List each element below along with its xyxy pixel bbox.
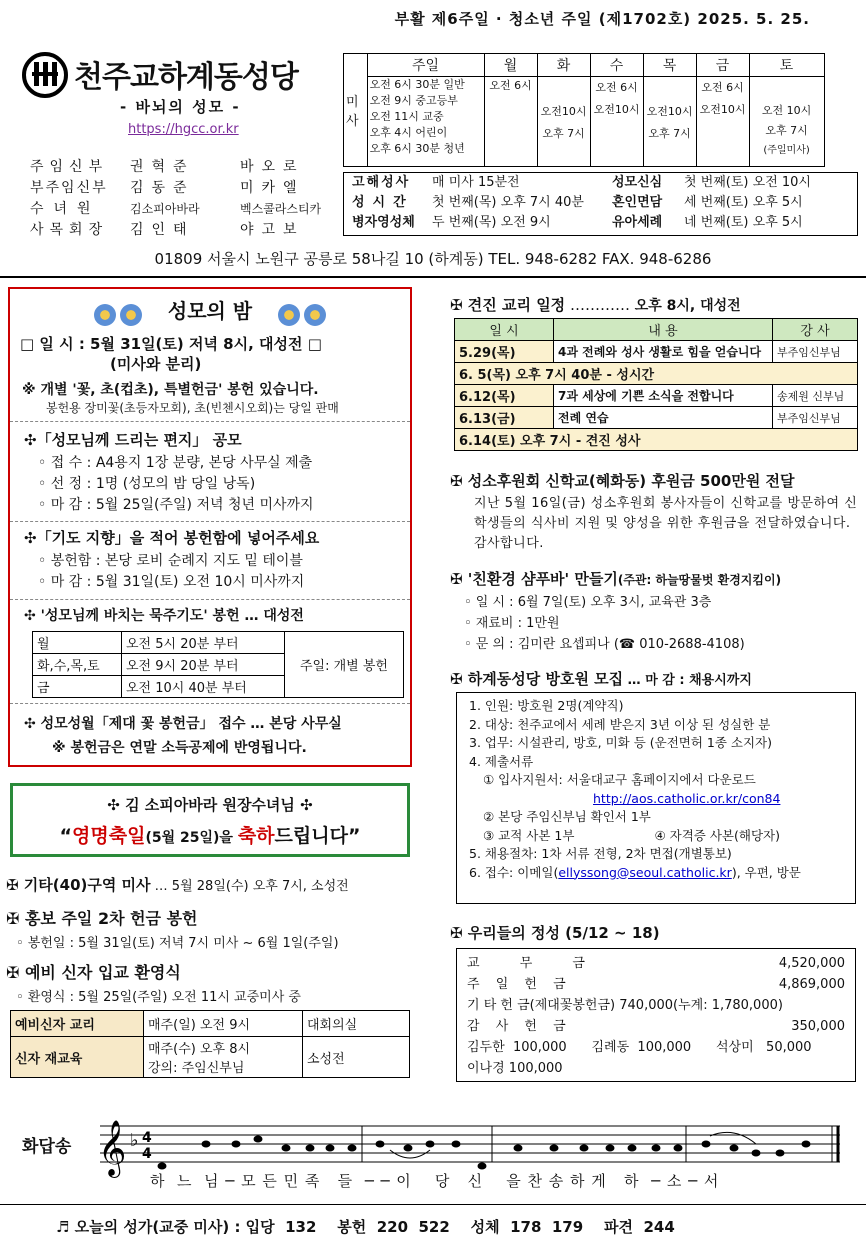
letter-contest-title: ✣「성모님께 드리는 편지」 공모 (24, 431, 242, 449)
letter-contest-items: ◦ 접 수 : A4용지 1장 분량, 본당 사무실 제출 ◦ 선 정 : 1명 (성모의 밤 당일 낭독) ◦ 마 감 : 5월 25일(주일) 저녁 청년 미사까지 (38, 455, 314, 513)
mass-header: 목 (643, 54, 696, 77)
table-row: 6.14(토) 오후 7시 - 견진 성사 (455, 429, 858, 451)
flower-icon (94, 304, 116, 326)
offerings-box (456, 948, 856, 1082)
prayer-intention-items: ◦ 봉헌함 : 본당 로비 순례지 지도 밑 테이블 ◦ 마 감 : 5월 31일(토) 오전 10시 미사까지 (38, 553, 305, 590)
sacrament-info-box (343, 172, 858, 236)
divider (10, 421, 410, 422)
issue-date-line: 부활 제6주일 · 청소년 주일 (제1702호) 2025. 5. 25. (394, 10, 810, 28)
feast-day-box (10, 783, 410, 857)
mass-header: 수 (590, 54, 643, 77)
offering-row: 감 사 헌 금 350,000 (467, 1019, 845, 1034)
table-row: 예비신자 교리 매주(일) 오전 9시 대회의실 (11, 1011, 410, 1037)
staff-list (30, 157, 321, 241)
donor-list: 김두한 100,000 김례동 100,000 석상미 50,000 (467, 1040, 812, 1055)
todays-hymns: ♬ 오늘의 성가(교중 미사) : 입당 132 봉헌 220 522 성체 178 179 파견 244 (56, 1218, 675, 1236)
feast-line2: “영명축일(5월 25일)을 축하드립니다” (59, 825, 361, 847)
catechumen-table (10, 1010, 410, 1078)
night-note-detail: 봉헌용 장미꽃(초등자모회), 초(빈첸시오회)는 당일 판매 (46, 401, 339, 415)
divider (10, 521, 410, 522)
table-row: 6. 5(목) 오후 7시 40분 - 성시간 (455, 363, 858, 385)
table-header-row: 일 시 내 용 강 사 (455, 319, 858, 341)
mass-sunday-cell: 오전 6시 30분 일반 오전 9시 중고등부 오전 11시 교중 오후 4시 어린이 오후 6시 30분 청년 (367, 77, 484, 167)
flower-icon (278, 304, 300, 326)
catechumen-welcome-title: ✠ 예비 신자 입교 환영식 (6, 963, 181, 982)
mass-header: 월 (484, 54, 537, 77)
sacrament-left-values: 매 미사 15분전 첫 번째(목) 오후 7시 40분 두 번째(목) 오전 9시 (432, 175, 584, 230)
catechumen-welcome-detail: ◦ 환영식 : 5월 25일(주일) 오전 11시 교중미사 중 (16, 990, 301, 1005)
table-row: 화,수,목,토 오전 9시 20분 부터 (33, 654, 404, 676)
mass-side-label: 미사 (344, 54, 368, 167)
cross-logo-icon (22, 52, 68, 98)
offering-row: 교 무 금 4,520,000 (467, 956, 845, 971)
night-of-mary-section (8, 287, 412, 767)
flat-icon: ♭ (130, 1130, 139, 1151)
offerings-title: ✠ 우리들의 정성 (5/12 ~ 18) (450, 924, 660, 942)
psalm-area (0, 1098, 866, 1198)
divider (10, 703, 410, 704)
footer-divider (0, 1204, 866, 1205)
night-title: 성모의 밤 (167, 299, 253, 323)
staff-row: 주임신부 권혁준 바오로 (30, 159, 305, 175)
guard-title-row: ✠ 하계동성당 방호원 모집 … 마 감 : 채용시까지 (450, 670, 752, 688)
mass-sat-cell: 오전 10시 오후 7시 (주일미사) (749, 77, 824, 167)
table-row: 6.12(목) 7과 세상에 기쁜 소식을 전합니다 송제원 신부님 (455, 385, 858, 407)
table-row: 5.29(목) 4과 전례와 성사 생활로 힘을 얻습니다 부주임신부님 (455, 341, 858, 363)
rosary-table (32, 631, 404, 698)
confirmation-title-row: ✠ 견진 교리 일정 ………… 오후 8시, 대성전 (450, 296, 741, 314)
sacrament-left-labels: 고해성사 성시간 병자영성체 (352, 175, 415, 230)
table-row: 6.13(금) 전례 연습 부주임신부님 (455, 407, 858, 429)
table-row: 월 오전 5시 20분 부터 주일: 개별 봉헌 (33, 632, 404, 654)
night-title-row (30, 295, 390, 326)
parish-subtitle: - 바뇌의 성모 - (120, 98, 241, 116)
night-when: □ 일 시 : 5월 31일(토) 저녁 8시, 대성전 □ (20, 335, 322, 353)
mass-tue-cell: 오전10시 오후 7시 (537, 77, 590, 167)
mass-header: 금 (696, 54, 749, 77)
vocation-title: ✠ 성소후원회 신학교(혜화동) 후원금 500만원 전달 (450, 472, 795, 490)
mass-header: 토 (749, 54, 824, 77)
night-note: ※ 개별 '꽃, 초(컵초), 특별헌금' 봉헌 있습니다. (22, 382, 319, 398)
svg-text:4: 4 (142, 1146, 152, 1162)
psalm-lyrics: 하 느 님 ─ 모 든 민 족 들 ─ ─ 이 당 신 을 찬 송 하 게 하 ─ 소 ─ 서 (150, 1172, 720, 1190)
guard-box: 1. 인원: 방호원 2명(계약직) 2. 대상: 천주교에서 세례 받은지 3년 이상 된 성실한 분 3. 업무: 시설관리, 방호, 미화 등 (운전면허 1종 소지자) 4. 제출서류 ① 입사지원서: 서울대교구 홈페이지에서 다운로드 http://aos.catholic.or.kr/con84 ② 본당 주임신부님 확인서 1부 ③ 교적 사본 1부 ④ 자격증 사본(해당자) 5. 채용절차: 1차 서류 전형, 2차 면접(개별통보) 6. 접수: 이메일(ellyssong@seoul.catholic.kr), 우편, 방문 (456, 692, 856, 904)
vocation-body: 지난 5월 16일(금) 성소후원회 봉사자들이 신학교를 방문하여 신학생들의 식사비 지원 및 양성을 위한 후원금을 전달하였습니다. 감사합니다. (474, 496, 858, 551)
svg-text:4: 4 (142, 1130, 152, 1146)
staff-row: 사목회장 김인태 야고보 (30, 222, 305, 238)
flower-icon (120, 304, 142, 326)
staff-row: 부주임신부 김동준 미카엘 (30, 180, 305, 196)
night-when-note: (미사와 분리) (110, 355, 202, 373)
mass-thu-cell: 오전10시 오후 7시 (643, 77, 696, 167)
mass-wed-cell: 오전 6시 오전10시 (590, 77, 643, 167)
sacrament-right-labels: 성모신심 혼인면담 유아세례 (612, 175, 663, 230)
flower-icon (304, 304, 326, 326)
email-link[interactable]: ellyssong@seoul.catholic.kr (558, 864, 732, 880)
prayer-intention-title: ✣「기도 지향」을 적어 봉헌함에 넣어주세요 (24, 529, 320, 547)
rosary-title: ✣ '성모님께 바치는 묵주기도' 봉헌 … 대성전 (24, 608, 304, 624)
promo-sunday-detail: ◦ 봉헌일 : 5월 31일(토) 저녁 7시 미사 ~ 6월 1일(주일) (16, 936, 339, 951)
application-form-link[interactable]: http://aos.catholic.or.kr/con84 (593, 790, 781, 806)
parish-name: 천주교하계동성당 (74, 60, 298, 95)
staff-row: 수녀원 김소피아바라 벡스콜라스티카 (30, 201, 322, 217)
treble-clef-icon: 𝄞 (98, 1120, 127, 1176)
mass-header: 화 (537, 54, 590, 77)
psalm-label: 화답송 (22, 1137, 72, 1157)
feast-line1: ✣ 김 소피아바라 원장수녀님 ✣ (107, 796, 313, 814)
sacrament-right-values: 첫 번째(토) 오전 10시 세 번째(토) 오후 5시 네 번째(토) 오후 5시 (684, 175, 811, 230)
altar-flower-title: ✣ 성모성월「제대 꽃 봉헌금」 접수 … 본당 사무실 (24, 716, 342, 732)
district-mass-notice: ✠ 기타(40)구역 미사 … 5월 28일(수) 오후 7시, 소성전 (6, 876, 349, 894)
address-line: 01809 서울시 노원구 공릉로 58나길 10 (하계동) TEL. 948-6282 FAX. 948-6286 (154, 250, 712, 268)
altar-flower-note: ※ 봉헌금은 연말 소득공제에 반영됩니다. (52, 740, 307, 756)
donor-list: 이나경 100,000 (467, 1061, 563, 1076)
mass-mon-cell: 오전 6시 (484, 77, 537, 167)
shampoo-items: ◦ 일 시 : 6월 7일(토) 오후 3시, 교육관 3층 ◦ 재료비 : 1만원 ◦ 문 의 : 김미란 요셉피나 (☎ 010-2688-4108) (464, 595, 745, 652)
shampoo-title-row: ✠ '친환경 샴푸바' 만들기(주관: 하늘땅물벗 환경지킴이) (450, 570, 782, 588)
promo-sunday-title: ✠ 홍보 주일 2차 헌금 봉헌 (6, 909, 198, 928)
parish-url-link[interactable]: https://hgcc.or.kr (128, 122, 239, 137)
mass-fri-cell: 오전 6시 오전10시 (696, 77, 749, 167)
divider (10, 599, 410, 600)
confirmation-table (454, 318, 858, 451)
mass-schedule-table (343, 53, 825, 167)
table-row: 금 오전 10시 40분 부터 (33, 676, 404, 698)
table-row: 신자 재교육 매주(수) 오후 8시 강의: 주임신부님 소성전 (11, 1037, 410, 1078)
offering-row: 기 타 헌 금(제대꽃봉헌금) 740,000(누계: 1,780,000) (467, 998, 783, 1013)
offering-row: 주 일 헌 금 4,869,000 (467, 977, 845, 992)
header-divider (0, 276, 866, 278)
mass-header: 주일 (367, 54, 484, 77)
